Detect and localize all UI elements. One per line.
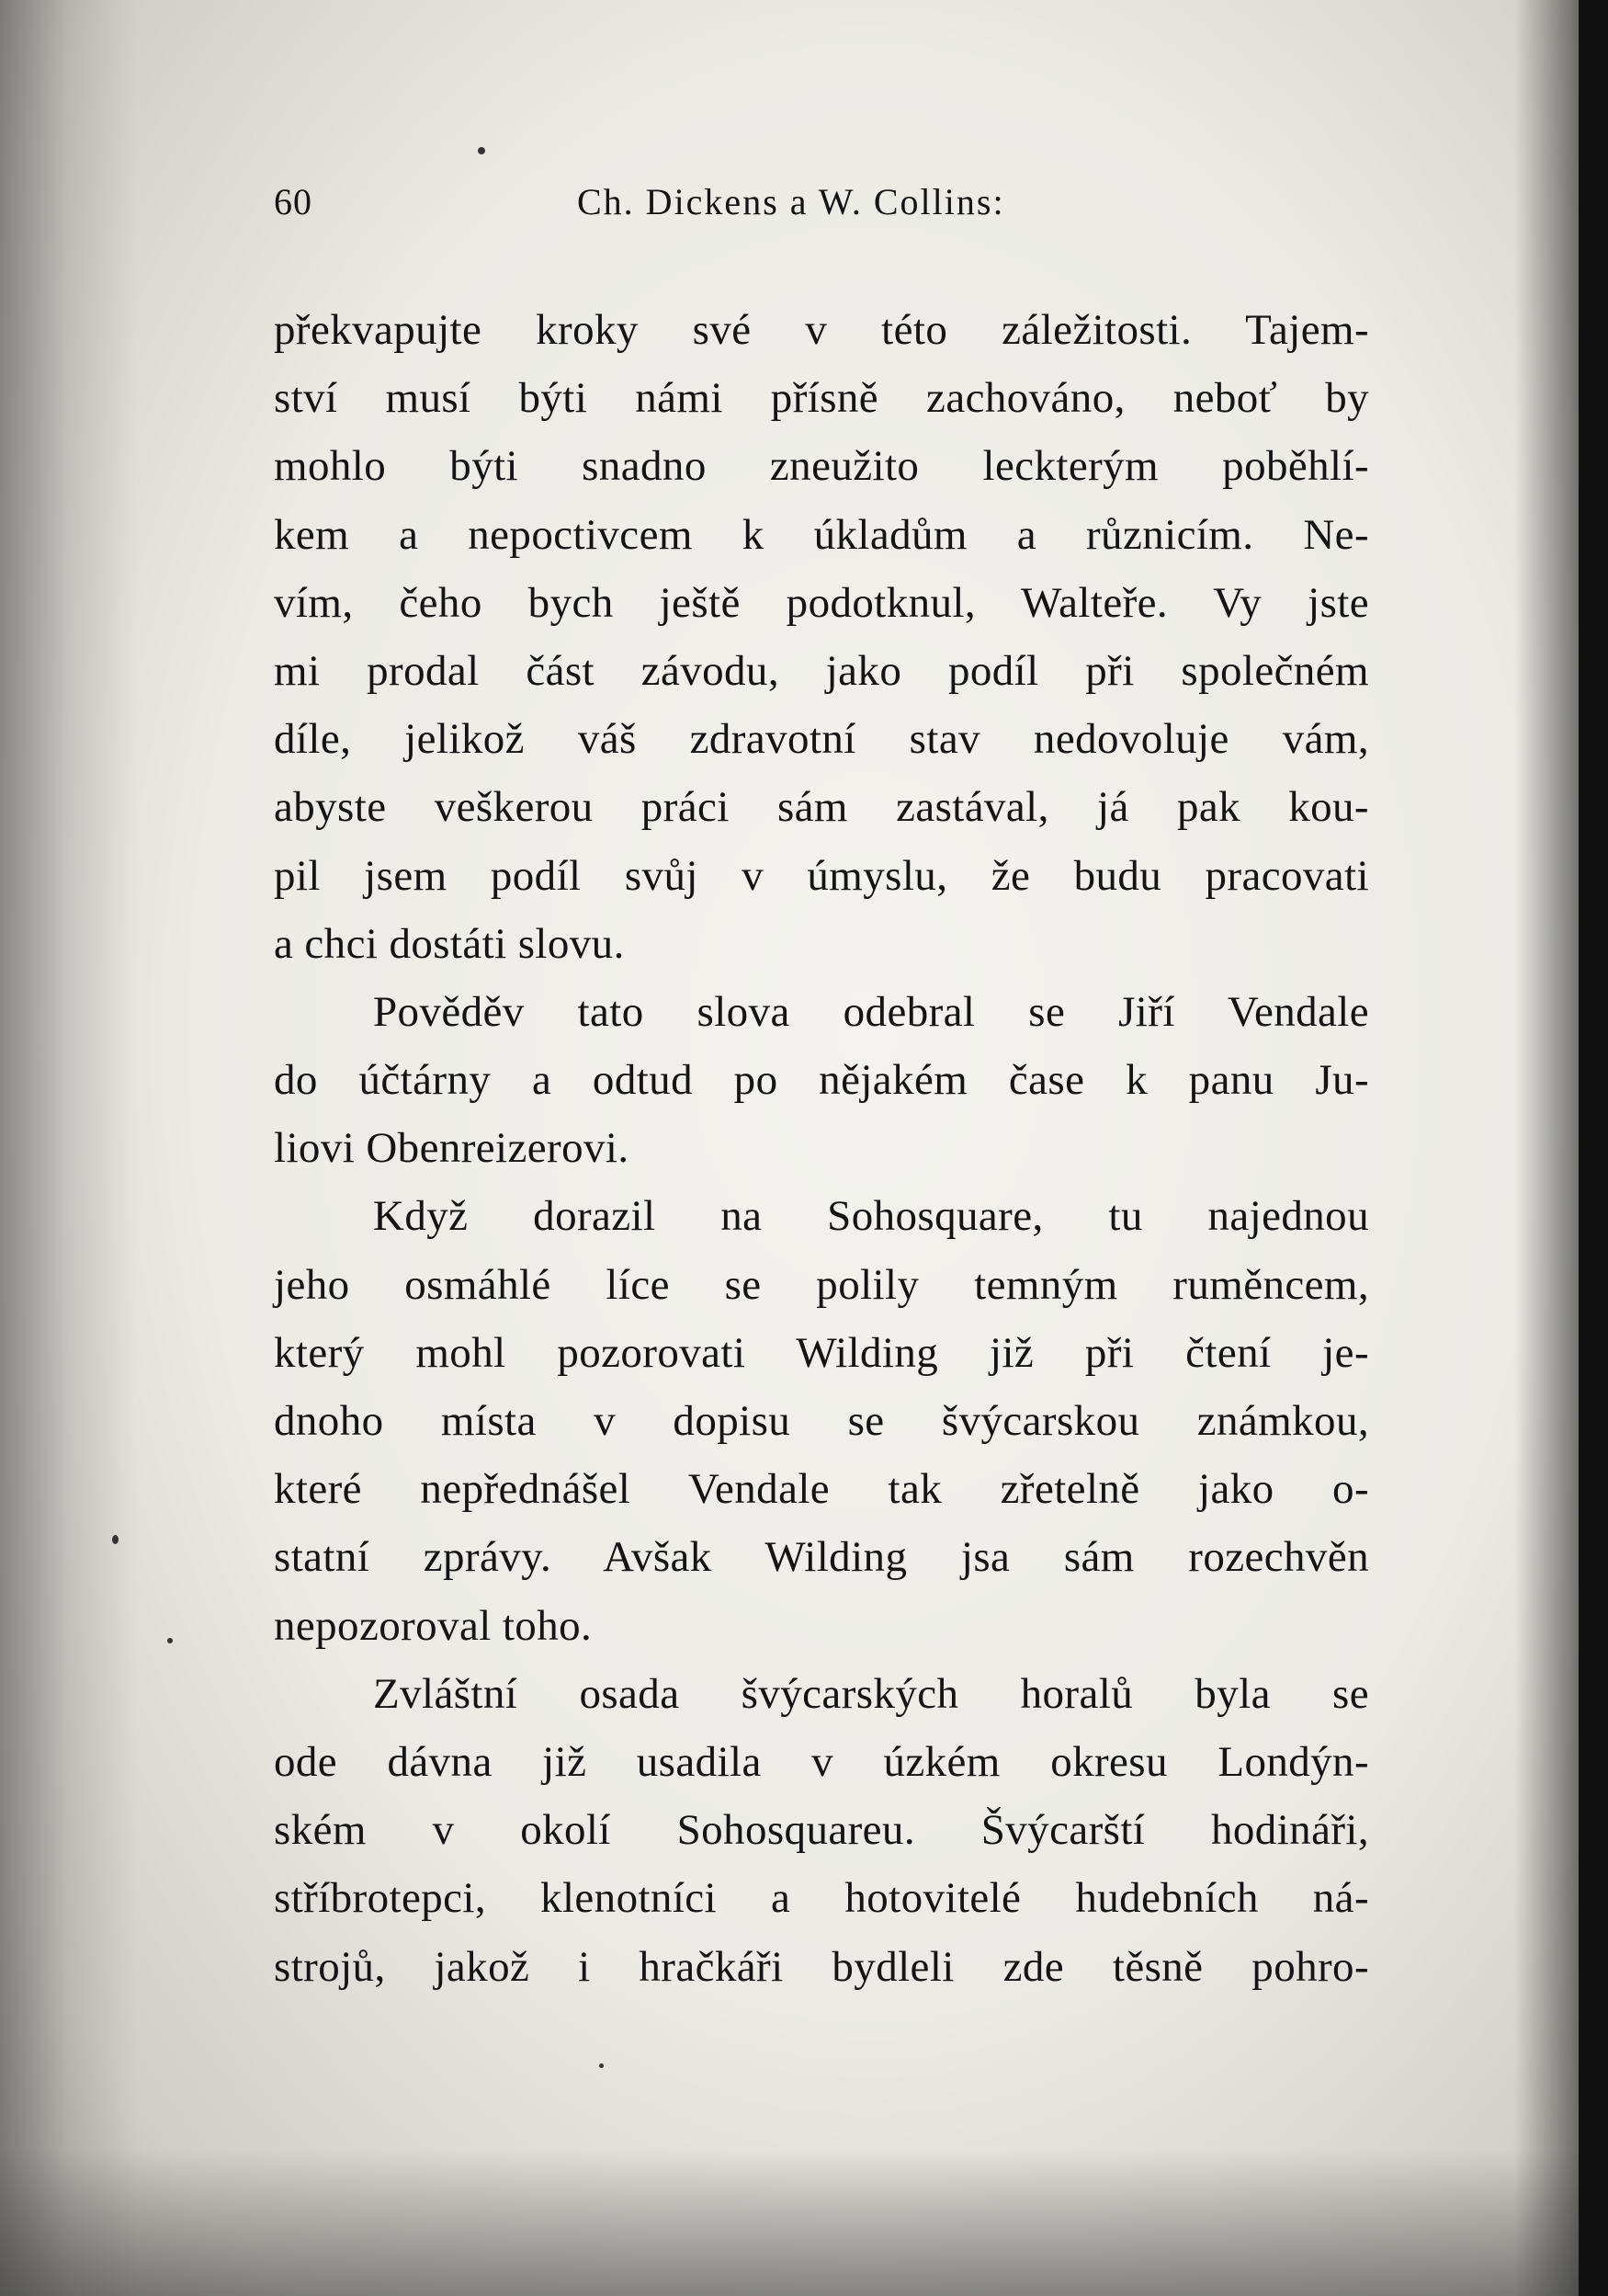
text-line: mi prodal část závodu, jako podíl při společném bbox=[274, 646, 1369, 695]
ink-speck bbox=[112, 1535, 119, 1544]
page-header bbox=[274, 180, 1358, 235]
page-edge-shadow bbox=[1514, 0, 1579, 2296]
text-line: Zvláštní osada švýcarských horalů byla se bbox=[373, 1669, 1369, 1718]
text-line: které nepřednášel Vendale tak zřetelně jako o- bbox=[274, 1465, 1369, 1514]
text-line: liovi Obenreizerovi. bbox=[274, 1124, 629, 1173]
text-line: překvapujte kroky své v této záležitosti. Tajem- bbox=[274, 306, 1369, 354]
text-line: a chci dostáti slovu. bbox=[274, 919, 625, 968]
ink-speck bbox=[599, 2063, 604, 2068]
text-line: ode dávna již usadila v úzkém okresu Londýn- bbox=[274, 1737, 1369, 1786]
text-line: díle, jelikož váš zdravotní stav nedovoluje vám, bbox=[274, 715, 1369, 764]
text-line: nepozoroval toho. bbox=[274, 1601, 593, 1650]
text-line: dnoho místa v dopisu se švýcarskou známkou, bbox=[274, 1397, 1369, 1445]
text-line: mohlo býti snadno zneužito leckterým poběhlí- bbox=[274, 442, 1369, 491]
body-text bbox=[274, 296, 1369, 2001]
text-line: kem a nepoctivcem k úkladům a různicím. Ne- bbox=[274, 510, 1369, 559]
text-line: Když dorazil na Sohosquare, tu najednou bbox=[373, 1192, 1369, 1241]
text-line: strojů, jakož i hračkáři bydleli zde těsně pohro- bbox=[274, 1942, 1369, 1991]
text-line: jeho osmáhlé líce se polily temným ruměncem, bbox=[274, 1260, 1369, 1309]
text-line: ském v okolí Sohosquareu. Švýcarští hodináři, bbox=[274, 1806, 1369, 1855]
ink-speck bbox=[167, 1638, 173, 1643]
text-line: pil jsem podíl svůj v úmyslu, že budu pracovati bbox=[274, 851, 1369, 900]
text-line: ství musí býti námi přísně zachováno, neboť by bbox=[274, 374, 1369, 423]
text-line: vím, čeho bych ještě podotknul, Walteře. Vy jste bbox=[274, 578, 1369, 627]
text-line: Pověděv tato slova odebral se Jiří Vendale bbox=[373, 987, 1369, 1036]
text-line: abyste veškerou práci sám zastával, já pak kou- bbox=[274, 783, 1369, 832]
text-line: statní zprávy. Avšak Wilding jsa sám rozechvěn bbox=[274, 1533, 1369, 1582]
text-line: který mohl pozorovati Wilding již při čtení je- bbox=[274, 1328, 1369, 1377]
ink-speck bbox=[478, 147, 485, 154]
text-line: stříbrotepci, klenotníci a hotovitelé hudebních ná- bbox=[274, 1874, 1369, 1923]
running-head: Ch. Dickens a W. Collins: bbox=[577, 181, 1005, 222]
page-number: 60 bbox=[274, 181, 312, 222]
text-line: do účtárny a odtud po nějakém čase k panu Ju- bbox=[274, 1056, 1369, 1105]
